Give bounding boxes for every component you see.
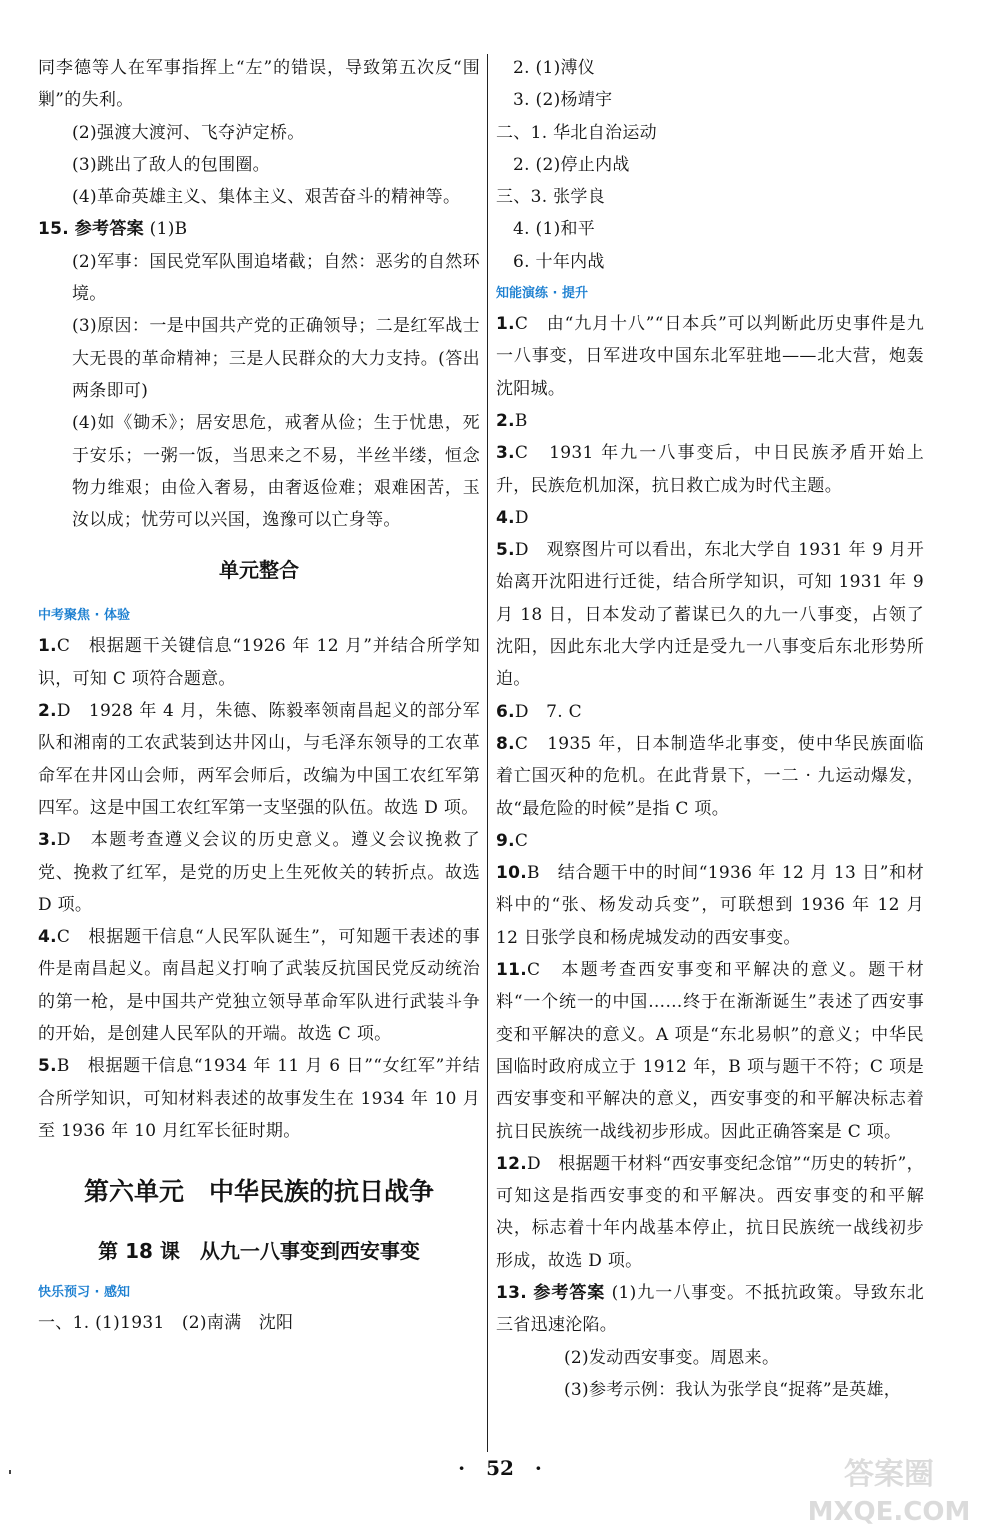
answer-text: D 7. C bbox=[514, 701, 582, 722]
preview-line: 二、1. 华北自治运动 bbox=[496, 122, 657, 143]
answer-text: C 1931 年九一八事变后，中日民族矛盾开始上升，民族危机加深，抗日救亡成为时代主题。 bbox=[496, 443, 924, 496]
answer-item bbox=[496, 696, 924, 728]
answer-number: 1. bbox=[496, 314, 515, 335]
answer-part: (2)发动西安事变。周恩来。 bbox=[564, 1347, 780, 1368]
question-13 bbox=[496, 1277, 924, 1342]
answer-item bbox=[496, 857, 924, 954]
answer-text: C 本题考查西安事变和平解决的意义。题干材料“一个统一的中国……终于在渐渐诞生”表述了西安事变和平解决的意义。A 项是“东北易帜”的意义；中华民国临时政府成立于 1912 年，B 项与题干不符；C 项是西安事变和平解决的意义，西安事变的和平解决标志着抗日民族统一战线初步形成。因此正确答案是 C 项。 bbox=[496, 960, 924, 1142]
answer-part: (4)如《锄禾》；居安思危，戒奢从俭；生于忧患，死于安乐；一粥一饭，当思来之不易，半丝半缕，恒念物力维艰；由俭入奢易，由奢返俭难；艰难困苦，玉汝以成；忧劳可以兴国，逸豫可以亡身等。 bbox=[72, 413, 480, 531]
answer-item bbox=[496, 308, 924, 405]
answer-text: C 1935 年，日本制造华北事变，使中华民族面临着亡国灭种的危机。在此背景下，一二 · 九运动爆发，故“最危险的时候”是指 C 项。 bbox=[496, 733, 924, 819]
answer-number: 6. bbox=[496, 701, 515, 722]
preview-line: 2. (2)停止内战 bbox=[513, 154, 630, 175]
answer-item bbox=[496, 437, 924, 502]
preview-answers bbox=[496, 52, 924, 278]
reference-answer-label: 参考答案 bbox=[74, 219, 144, 240]
answer-number: 2. bbox=[496, 410, 515, 431]
answer-item bbox=[38, 1050, 480, 1147]
answer-part: (1)B bbox=[149, 219, 188, 240]
answer-item bbox=[496, 405, 924, 437]
answer-number: 3. bbox=[38, 830, 57, 851]
unit-title: 第六单元 中华民族的抗日战争 bbox=[83, 1177, 434, 1207]
footer-dot: · bbox=[458, 1456, 466, 1480]
answer-item bbox=[496, 534, 924, 695]
preview-line: 4. (1)和平 bbox=[513, 219, 596, 240]
answer-item bbox=[496, 825, 924, 857]
answer-part: (2)军事：国民党军队围追堵截；自然：恶劣的自然环境。 bbox=[72, 251, 480, 305]
answer-number: 2. bbox=[38, 701, 57, 722]
preview-answer: 一、1. (1)1931 (2)南满 沈阳 bbox=[38, 1313, 294, 1334]
answer-number: 11. bbox=[496, 960, 528, 981]
watermark-bottom: MXQE.COM bbox=[807, 1497, 971, 1527]
intro-line: (3)跳出了敌人的包围圈。 bbox=[72, 154, 270, 175]
question-15 bbox=[38, 213, 480, 245]
reference-answer-label: 参考答案 bbox=[533, 1282, 606, 1303]
section-tag: 知能演练 · 提升 bbox=[496, 286, 588, 302]
right-column bbox=[496, 52, 924, 1406]
answer-text: D 本题考查遵义会议的历史意义。遵义会议挽救了党、挽救了红军，是党的历史上生死攸关的转折点。故选 D 项。 bbox=[38, 830, 480, 915]
answer-number: 5. bbox=[496, 540, 515, 561]
answer-text: C 根据题干关键信息“1926 年 12 月”并结合所学知识，可知 C 项符合题意。 bbox=[38, 636, 480, 689]
section-tag: 快乐预习 · 感知 bbox=[38, 1285, 130, 1301]
answer-text: B bbox=[514, 410, 528, 431]
answer-item bbox=[38, 695, 480, 824]
answer-part: (3)参考示例：我认为张学良“捉蒋”是英雄， bbox=[564, 1379, 902, 1400]
question-number: 15. bbox=[38, 219, 70, 240]
answer-item bbox=[496, 502, 924, 534]
answer-part: (3)原因：一是中国共产党的正确领导；二是红军战士大无畏的革命精神；三是人民群众的大力支持。(答出两条即可) bbox=[72, 316, 480, 401]
answer-text: B 根据题干信息“1934 年 11 月 6 日”“女红军”并结合所学知识，可知材料表述的故事发生在 1934 年 10 月至 1936 年 10 月红军长征时期。 bbox=[38, 1056, 480, 1141]
answer-list bbox=[496, 308, 924, 1277]
answer-text: D 观察图片可以看出，东北大学自 1931 年 9 月开始离开沈阳进行迁徙，结合所学知识，可知 1931 年 9 月 18 日，日本发动了蓄谋已久的九一八事变，占领了沈阳，因此东北大学内迁是受九一八事变后东北形势所迫。 bbox=[496, 540, 924, 690]
answer-number: 1. bbox=[38, 636, 57, 657]
answer-number: 4. bbox=[38, 927, 57, 948]
answer-list bbox=[38, 630, 480, 1147]
answer-number: 12. bbox=[496, 1153, 528, 1174]
answer-number: 4. bbox=[496, 507, 515, 528]
answer-item bbox=[38, 630, 480, 695]
answer-part: (1)九一八事变。不抵抗政策。导致东北三省迅速沦陷。 bbox=[496, 1282, 924, 1336]
preview-line: 6. 十年内战 bbox=[513, 251, 605, 272]
footer-dot: · bbox=[534, 1456, 542, 1480]
page-number: 52 bbox=[486, 1456, 514, 1480]
question-number: 13. bbox=[496, 1282, 528, 1303]
answer-item bbox=[38, 921, 480, 1050]
answer-text: D 1928 年 4 月，朱德、陈毅率领南昌起义的部分军队和湘南的工农武装到达井冈山，与毛泽东领导的工农革命军在井冈山会师，两军会师后，改编为中国工农红军第四军。这是中国工农红军第一支坚强的队伍。故选 D 项。 bbox=[38, 701, 480, 818]
intro-line: 同李德等人在军事指挥上“左”的错误，导致第五次反“围剿”的失利。 bbox=[38, 58, 480, 111]
answer-text: C bbox=[514, 830, 529, 851]
answer-number: 5. bbox=[38, 1056, 57, 1077]
question-15-parts bbox=[38, 246, 480, 537]
lesson-title: 第 18 课 从九一八事变到西安事变 bbox=[98, 1239, 420, 1264]
answer-text: B 结合题干中的时间“1936 年 12 月 13 日”和材料中的“张、杨发动兵变”，可联想到 1936 年 12 月 12 日张学良和杨虎城发动的西安事变。 bbox=[496, 863, 924, 948]
intro-line: (2)强渡大渡河、飞夺泸定桥。 bbox=[72, 122, 305, 143]
intro-line: (4)革命英雄主义、集体主义、艰苦奋斗的精神等。 bbox=[72, 187, 461, 208]
watermark-top: 答案圈 bbox=[844, 1457, 934, 1492]
answer-number: 3. bbox=[496, 443, 515, 464]
answer-number: 10. bbox=[496, 863, 528, 884]
question-13-parts bbox=[496, 1342, 924, 1407]
answer-text: D 根据题干材料“西安事变纪念馆”“历史的转折”，可知这是指西安事变的和平解决。西安事变的和平解决，标志着十年内战基本停止，抗日民族统一战线初步形成，故选 D 项。 bbox=[496, 1153, 924, 1271]
watermark-logo bbox=[787, 1448, 992, 1530]
unit-heading: 单元整合 bbox=[219, 558, 299, 583]
answer-number: 9. bbox=[496, 830, 515, 851]
answer-text: D bbox=[514, 507, 529, 528]
preview-line: 三、3. 张学良 bbox=[496, 187, 606, 208]
answer-item bbox=[496, 1148, 924, 1277]
answer-item bbox=[496, 728, 924, 825]
answer-text: C 根据题干信息“人民军队诞生”，可知题干表述的事件是南昌起义。南昌起义打响了武装反抗国民党反动统治的第一枪，是中国共产党独立领导革命军队进行武装斗争的开始，是创建人民军队的开端。故选 C 项。 bbox=[38, 927, 480, 1045]
intro-block bbox=[38, 52, 480, 213]
preview-line: 3. (2)杨靖宇 bbox=[513, 90, 613, 111]
left-column bbox=[38, 52, 480, 1340]
preview-line: 2. (1)溥仪 bbox=[513, 58, 596, 78]
answer-item bbox=[38, 824, 480, 921]
answer-number: 8. bbox=[496, 733, 515, 754]
answer-item bbox=[496, 954, 924, 1148]
answer-text: C 由“九月十八”“日本兵”可以判断此历史事件是九一八事变，日军进攻中国东北军驻地——北大营，炮轰沈阳城。 bbox=[496, 314, 924, 399]
section-tag: 中考聚焦 · 体验 bbox=[38, 608, 130, 624]
column-divider bbox=[487, 54, 488, 1452]
